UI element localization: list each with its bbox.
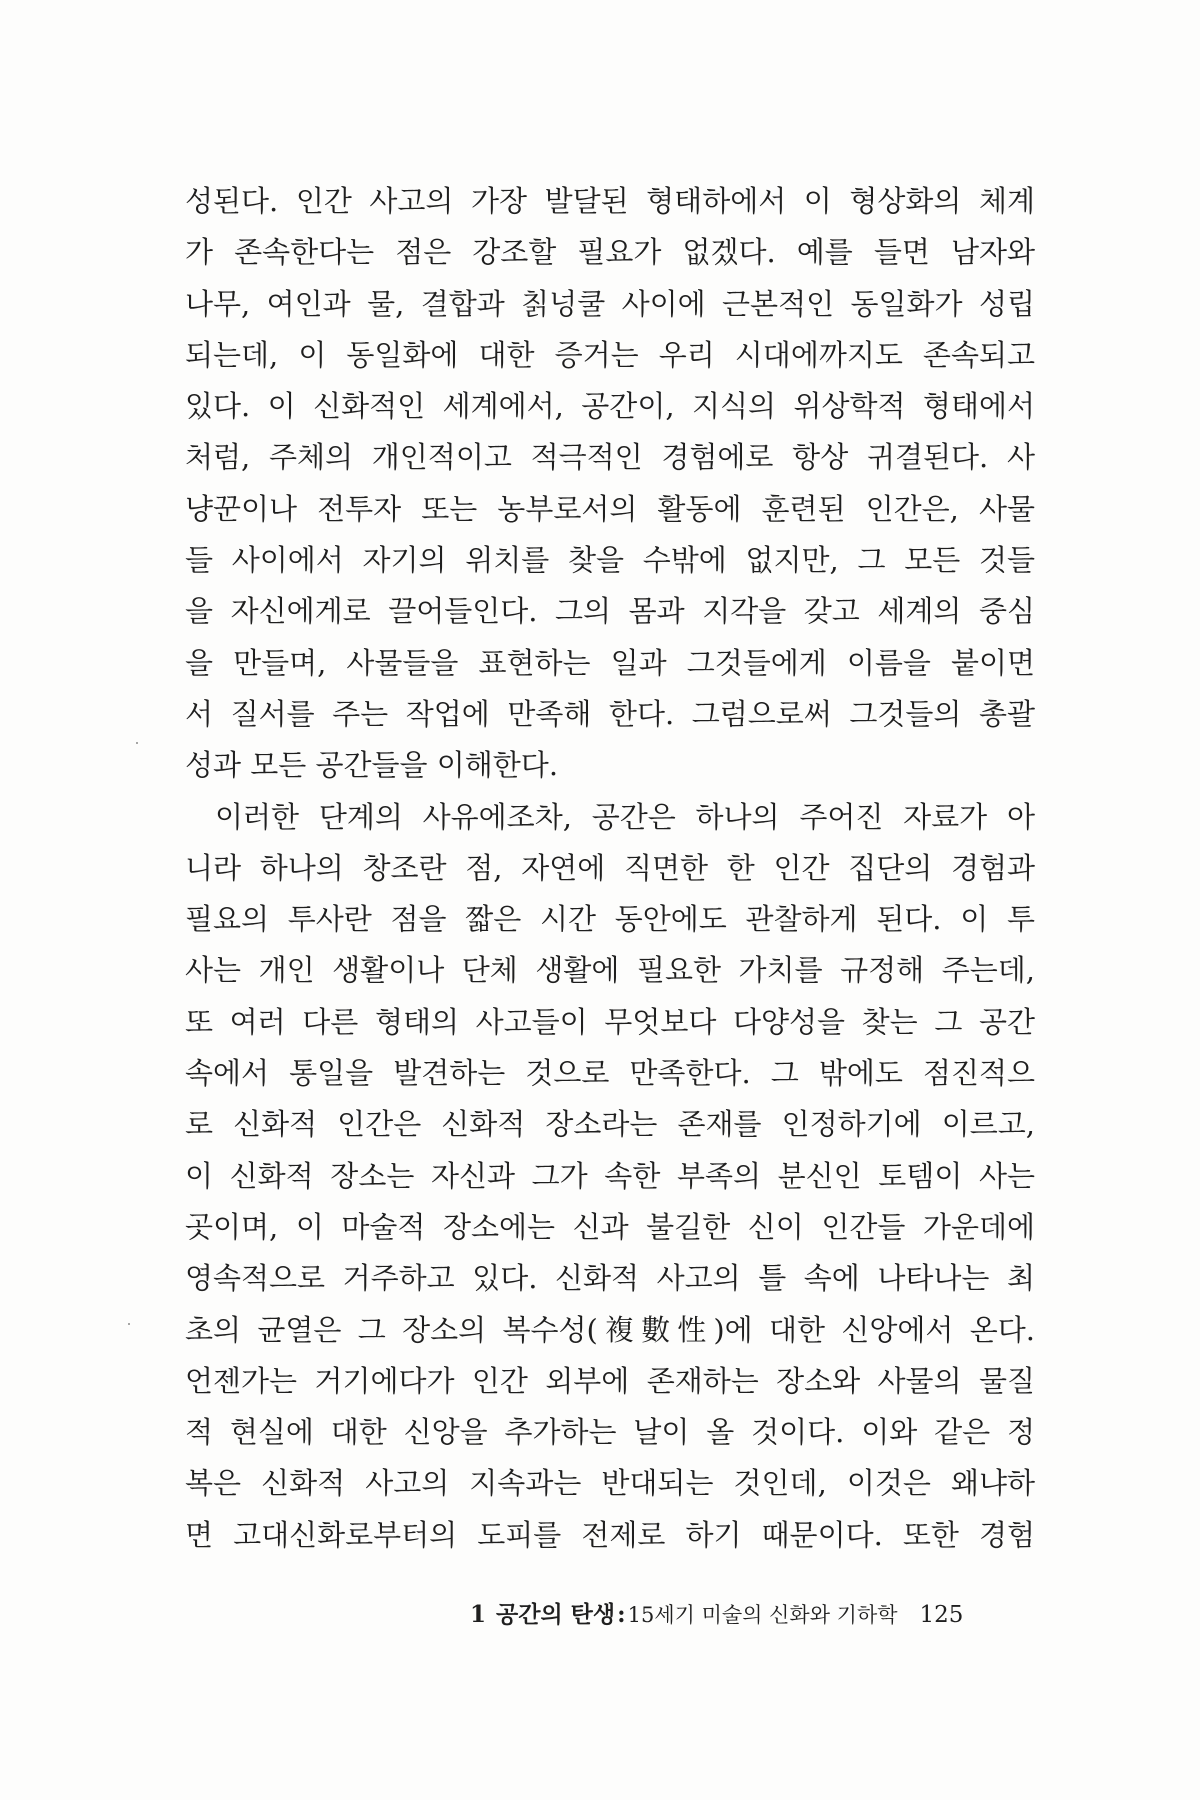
- text-line: 면 고대신화로부터의 도피를 전제로 하기 때문이다. 또한 경험: [185, 1517, 1035, 1552]
- text-line: 이 신화적 장소는 자신과 그가 속한 부족의 분신인 토템이 사는: [185, 1158, 1035, 1193]
- text-line: 속에서 통일을 발견하는 것으로 만족한다. 그 밖에도 점진적으: [185, 1056, 1035, 1091]
- chapter-number: 1: [470, 1601, 487, 1628]
- text-line: 영속적으로 거주하고 있다. 신화적 사고의 틀 속에 나타나는 최: [185, 1261, 1035, 1296]
- text-line: 서 질서를 주는 작업에 만족해 한다. 그럼으로써 그것들의 총괄: [185, 696, 1035, 731]
- text-line: 복은 신화적 사고의 지속과는 반대되는 것인데, 이것은 왜냐하: [185, 1466, 1035, 1501]
- text-line: 또 여러 다른 형태의 사고들이 무엇보다 다양성을 찾는 그 공간: [185, 1004, 1035, 1039]
- text-line: 되는데, 이 동일화에 대한 증거는 우리 시대에까지도 존속되고: [185, 337, 1035, 372]
- text-line: 언젠가는 거기에다가 인간 외부에 존재하는 장소와 사물의 물질: [185, 1363, 1035, 1398]
- text-line: 을 만들며, 사물들을 표현하는 일과 그것들에게 이름을 붙이면: [185, 645, 1035, 680]
- text-line: 을 자신에게로 끌어들인다. 그의 몸과 지각을 갖고 세계의 중심: [185, 594, 1035, 629]
- text-line: 성된다. 인간 사고의 가장 발달된 형태하에서 이 형상화의 체계: [185, 184, 1035, 218]
- text-line: 처럼, 주체의 개인적이고 적극적인 경험에로 항상 귀결된다. 사: [185, 440, 1035, 475]
- scan-speck: [136, 742, 138, 744]
- text-line: 곳이며, 이 마술적 장소에는 신과 불길한 신이 인간들 가운데에: [185, 1209, 1035, 1244]
- paragraph-end-line: 성과 모든 공간들을 이해한다.: [185, 748, 559, 783]
- title-separator: :: [617, 1601, 626, 1628]
- text-line: 사는 개인 생활이나 단체 생활에 필요한 가치를 규정해 주는데,: [185, 953, 1035, 988]
- paragraph-start-line: 이러한 단계의 사유에조차, 공간은 하나의 주어진 자료가 아: [215, 799, 1035, 834]
- text-line: 필요의 투사란 점을 짧은 시간 동안에도 관찰하게 된다. 이 투: [185, 902, 1035, 937]
- text-line: 니라 하나의 창조란 점, 자연에 직면한 한 인간 집단의 경험과: [185, 850, 1035, 885]
- scan-speck: [128, 1323, 130, 1325]
- text-line: 냥꾼이나 전투자 또는 농부로서의 활동에 훈련된 인간은, 사물: [185, 491, 1035, 526]
- text-line: 적 현실에 대한 신앙을 추가하는 날이 올 것이다. 이와 같은 정: [185, 1415, 1035, 1450]
- chapter-title: 공간의 탄생: [496, 1601, 616, 1628]
- text-line: 로 신화적 인간은 신화적 장소라는 존재를 인정하기에 이르고,: [185, 1107, 1035, 1142]
- running-footer: [470, 1596, 1040, 1629]
- text-line: 가 존속한다는 점은 강조할 필요가 없겠다. 예를 들면 남자와: [185, 235, 1035, 270]
- text-line: 초의 균열은 그 장소의 복수성(複數性)에 대한 신앙에서 온다.: [185, 1312, 1035, 1347]
- chapter-subtitle: 15세기 미술의 신화와 기하학: [627, 1603, 898, 1627]
- text-line: 나무, 여인과 물, 결합과 칡넝쿨 사이에 근본적인 동일화가 성립: [185, 286, 1035, 321]
- body-text: [185, 176, 1035, 1561]
- text-line: 있다. 이 신화적인 세계에서, 공간이, 지식의 위상학적 형태에서: [185, 389, 1035, 424]
- text-line: 들 사이에서 자기의 위치를 찾을 수밖에 없지만, 그 모든 것들: [185, 543, 1035, 578]
- page-number: 125: [919, 1602, 964, 1628]
